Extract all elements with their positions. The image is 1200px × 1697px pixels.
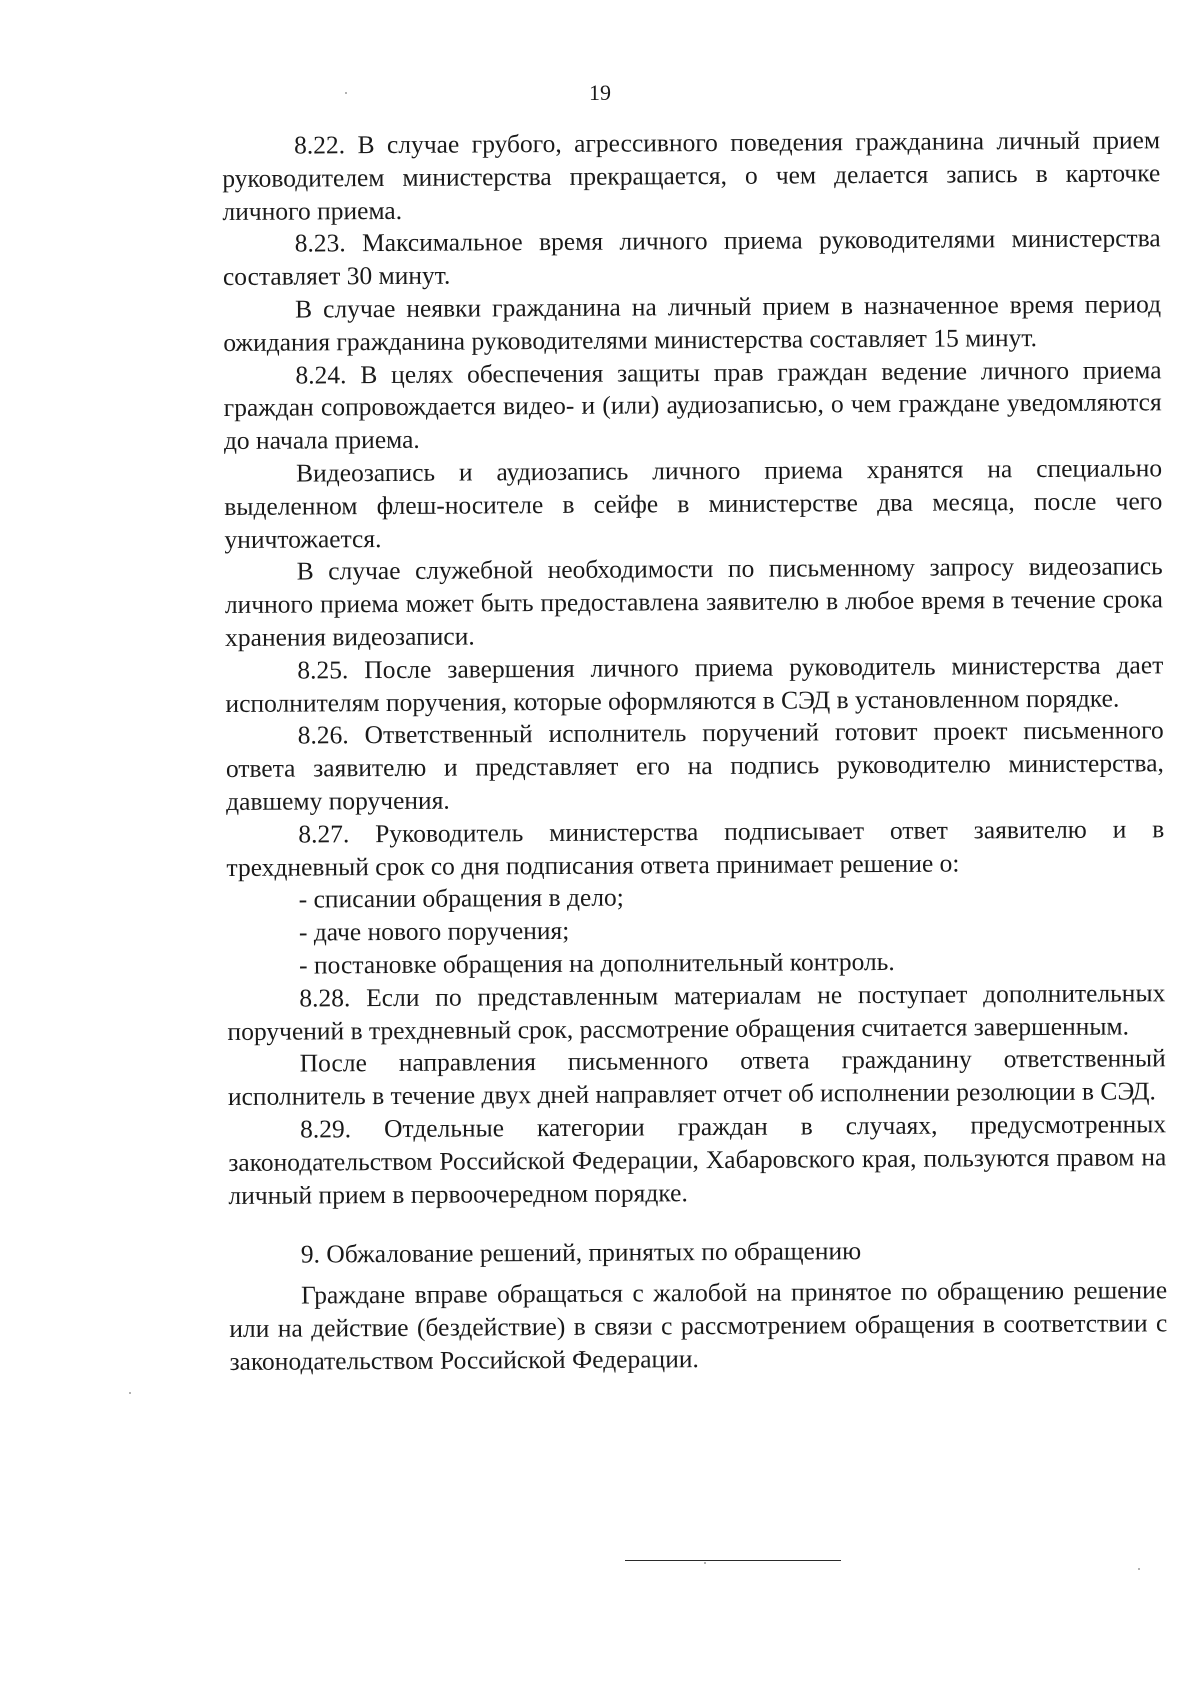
scan-speck: [1138, 1568, 1140, 1570]
scan-speck: [345, 92, 347, 94]
paragraph-8-24: 8.24. В целях обеспечения защиты прав граждан ведение личного приема граждан сопровождается видео- и (или) аудиозаписью, о чем граждане уведомляются до начала приема.: [223, 354, 1162, 456]
paragraph-8-27: 8.27. Руководитель министерства подписывает ответ заявителю и в трехдневный срок со дня подписания ответа принимает решение о:: [226, 813, 1165, 882]
scan-speck: [129, 1392, 131, 1394]
section-title: 9. Обжалование решений, принятых по обращению: [300, 1236, 862, 1269]
paragraph-video-storage: Видеозапись и аудиозапись личного приема хранятся на специально выделенном флеш-носителе в сейфе в министерстве два месяца, после чего уничтожается.: [224, 453, 1163, 554]
paragraph-no-show: В случае неявки гражданина на личный прием в назначенное время период ожидания гражданина руководителями министерства составляет 15 минут.: [223, 289, 1162, 357]
paragraph-8-28: 8.28. Если по представленным материалам не поступает дополнительных поручений в трехдневный срок, рассмотрение обращения считается завершенным.: [227, 977, 1166, 1046]
paragraph-8-23: 8.23. Максимальное время личного приема руководителями министерства составляет 30 минут.: [222, 223, 1161, 292]
paragraph-8-22: 8.22. В случае грубого, агрессивного поведения гражданина личный прием руководителем министерства прекращается, о чем делается запись в карточке личного приема.: [222, 125, 1161, 226]
paragraph-8-25: 8.25. После завершения личного приема руководитель министерства дает исполнителям поручения, которые оформляются в СЭД в установленном порядке.: [225, 650, 1164, 718]
list-item-archive: - списании обращения в дело;: [298, 882, 624, 914]
end-separator-line: [625, 1560, 841, 1561]
scan-speck: [704, 1562, 706, 1564]
list-item-new-order: - даче нового поручения;: [298, 916, 570, 947]
section-text: Граждане вправе обращаться с жалобой на принятое по обращению решение или на действие (бездействие) в связи с рассмотрением обращения в соответствии с законодательством Российской Федерации.: [229, 1275, 1168, 1376]
paragraph-8-26: 8.26. Ответственный исполнитель поручений готовит проект письменного ответа заявителю и представляет его на подпись руководителю министерства, давшему поручения.: [225, 715, 1164, 816]
list-item-control: - постановке обращения на дополнительный контроль.: [299, 946, 895, 980]
document-body: [222, 124, 1168, 1378]
paragraph-report: После направления письменного ответа гражданину ответственный исполнитель в течение двух дней направляет отчет об исполнении резолюции в СЭД.: [227, 1043, 1166, 1112]
paragraph-video-request: В случае служебной необходимости по письменному запросу видеозапись личного приема может быть предоставлена заявителю в любое время в течение срока хранения видеозаписи.: [224, 551, 1163, 652]
paragraph-8-29: 8.29. Отдельные категории граждан в случаях, предусмотренных законодательством Российской Федерации, Хабаровского края, пользуются правом на личный прием в первоочередном порядке.: [228, 1109, 1167, 1210]
page-number: 19: [589, 80, 611, 105]
